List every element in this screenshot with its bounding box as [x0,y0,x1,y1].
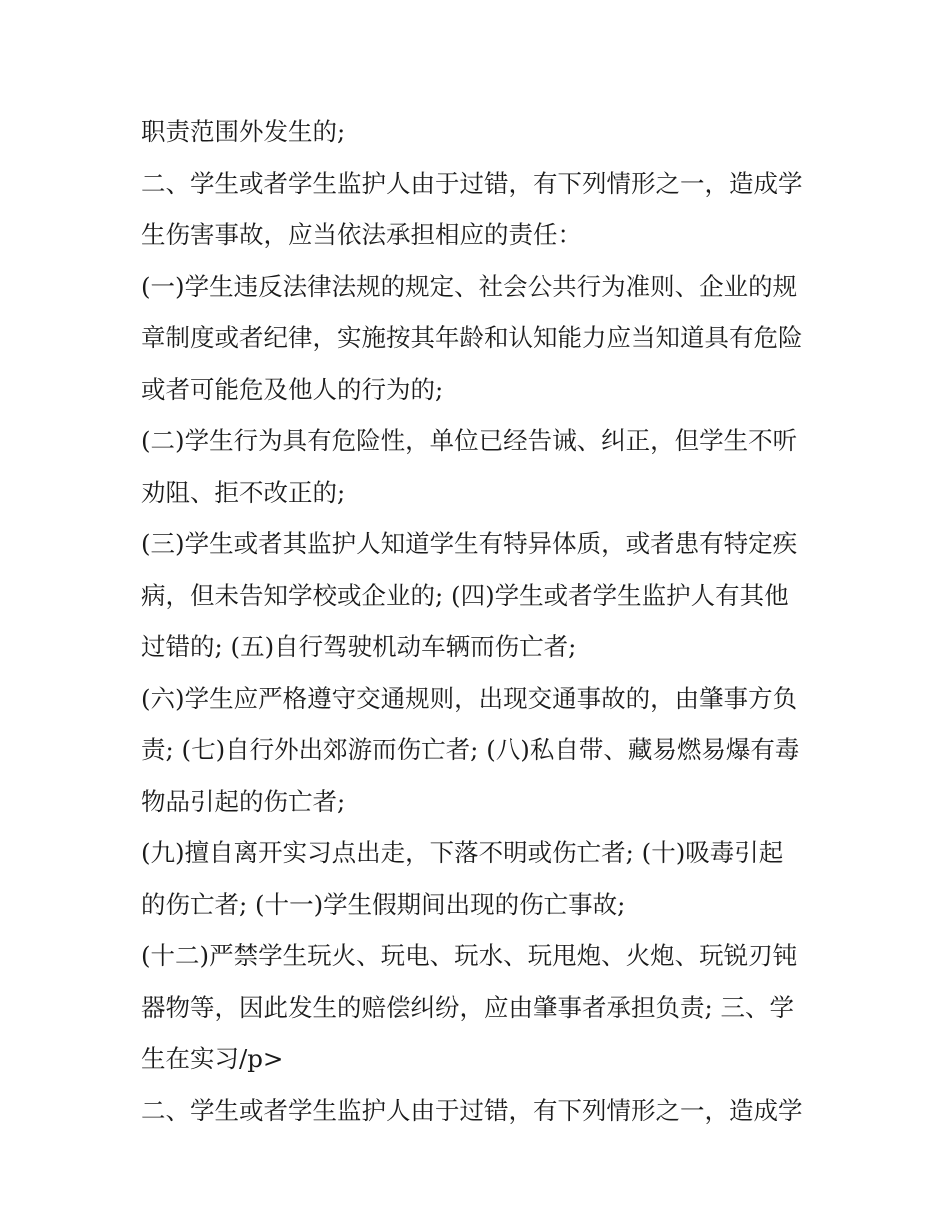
text-line: (一)学生违反法律法规的规定、社会公共行为准则、企业的规 [141,271,798,301]
text-line: 过错的; (五)自行驾驶机动车辆而伤亡者; [141,632,577,661]
text-line: 二、学生或者学生监护人由于过错，有下列情形之一，造成学 [141,168,803,198]
text-line: 生伤害事故，应当依法承担相应的责任： [141,220,582,249]
text-line: (三)学生或者其监护人知道学生有特异体质，或者患有特定疾 [141,529,798,558]
text-line: 的伤亡者; (十一)学生假期间出现的伤亡事故; [141,889,626,919]
text-line: (十二)严禁学生玩火、玩电、玩水、玩甩炮、火炮、玩锐刃钝 [141,941,798,970]
text-line: 二、学生或者学生监护人由于过错，有下列情形之一，造成学 [141,1095,803,1125]
text-line: 病，但未告知学校或企业的; (四)学生或者学生监护人有其他 [141,580,789,610]
text-line: 责; (七)自行外出郊游而伤亡者; (八)私自带、藏易燃易爆有毒 [141,735,800,764]
text-line: (二)学生行为具有危险性，单位已经告诫、纠正，但学生不听 [141,426,798,455]
text-line: 劝阻、拒不改正的; [141,477,346,507]
text-line: 器物等，因此发生的赔偿纠纷，应由肇事者承担负责; 三、学 [141,992,795,1022]
text-line: (六)学生应严格遵守交通规则，出现交通事故的，由肇事方负 [141,683,798,713]
text-line: 章制度或者纪律，实施按其年龄和认知能力应当知道具有危险 [141,323,803,352]
text-line: 或者可能危及他人的行为的; [141,374,444,404]
text-line: 生在实习/p> [141,1044,284,1073]
text-line: 物品引起的伤亡者; [141,786,346,816]
document-body [141,106,821,1136]
text-line: (九)擅自离开实习点出走，下落不明或伤亡者; (十)吸毒引起 [141,838,784,867]
text-line: 职责范围外发生的; [141,117,346,146]
